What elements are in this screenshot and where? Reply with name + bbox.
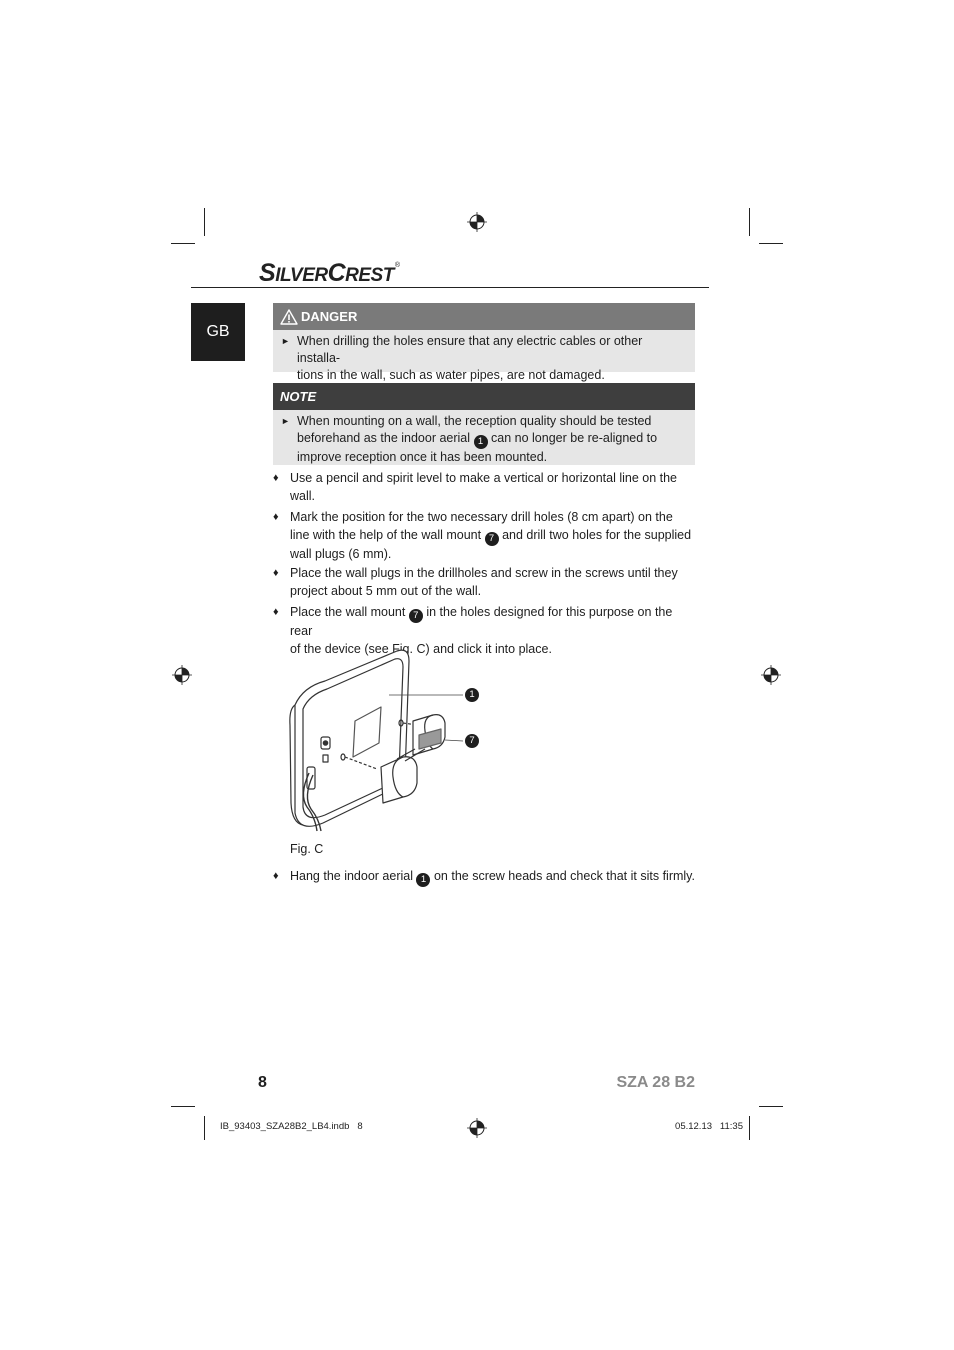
note-text-line: improve reception once it has been mounted. xyxy=(297,450,548,464)
language-tab: GB xyxy=(191,303,245,361)
reference-number-badge: 1 xyxy=(416,873,430,887)
note-header xyxy=(273,383,695,410)
arrow-bullet-icon: ► xyxy=(281,416,290,426)
figure-caption: Fig. C xyxy=(290,842,324,856)
step-text-line: project about 5 mm out of the wall. xyxy=(290,583,482,598)
note-item xyxy=(281,413,687,466)
registration-mark-icon xyxy=(467,1118,487,1138)
reference-number-badge: 7 xyxy=(409,609,423,623)
diamond-bullet-icon: ♦ xyxy=(273,567,279,579)
print-date-time: 05.12.13 11:35 xyxy=(675,1121,743,1132)
print-file-name: IB_93403_SZA28B2_LB4.indb 8 xyxy=(220,1121,363,1132)
step-text-line: wall plugs (6 mm). xyxy=(290,546,392,561)
crop-mark xyxy=(171,1106,195,1107)
model-number: SZA 28 B2 xyxy=(616,1074,695,1091)
header-rule xyxy=(191,287,709,288)
registration-mark-icon xyxy=(761,665,781,685)
instruction-step xyxy=(273,509,697,563)
step-text-line: line with the help of the wall mount 7 and drill two holes for the supplied xyxy=(290,527,692,544)
page-number: 8 xyxy=(258,1074,267,1091)
diamond-bullet-icon: ♦ xyxy=(273,511,279,523)
reference-number-badge: 7 xyxy=(485,532,499,546)
diamond-bullet-icon: ♦ xyxy=(273,870,279,882)
note-text-line: When mounting on a wall, the reception quality should be tested xyxy=(297,414,652,428)
registration-mark-icon xyxy=(172,665,192,685)
crop-mark xyxy=(759,1106,783,1107)
warning-triangle-icon xyxy=(280,309,298,325)
step-text-line: Hang the indoor aerial 1 on the screw heads and check that it sits firmly. xyxy=(290,869,695,885)
crop-mark xyxy=(171,243,195,244)
brand-logo: SILVERCREST® xyxy=(259,259,400,287)
registration-mark-icon xyxy=(467,212,487,232)
step-text-line: Place the wall plugs in the drillholes and screw in the screws until they xyxy=(290,566,678,580)
note-heading: NOTE xyxy=(280,389,317,404)
instruction-step xyxy=(273,565,697,600)
step-text-line: wall. xyxy=(290,488,316,503)
figure-c-illustration xyxy=(285,645,485,835)
danger-header xyxy=(273,303,695,330)
figure-callout-7: 7 xyxy=(465,734,479,748)
crop-mark xyxy=(749,1116,750,1140)
crop-mark xyxy=(749,208,750,236)
step-text-line: Mark the position for the two necessary drill holes (8 cm apart) on the xyxy=(290,510,673,524)
danger-item xyxy=(281,333,687,384)
step-text-line: Place the wall mount 7 in the holes designed for this purpose on the rear xyxy=(290,605,673,638)
step-text-line: of the device (see Fig. C) and click it into place. xyxy=(290,641,552,656)
arrow-bullet-icon: ► xyxy=(281,336,290,346)
step-text-line: Use a pencil and spirit level to make a vertical or horizontal line on the xyxy=(290,471,678,485)
note-body xyxy=(273,410,695,465)
crop-mark xyxy=(204,208,205,236)
reference-number-badge: 1 xyxy=(474,435,488,449)
danger-body xyxy=(273,330,695,382)
crop-mark xyxy=(204,1116,205,1140)
danger-text-line: tions in the wall, such as water pipes, are not damaged. xyxy=(297,368,605,382)
diamond-bullet-icon: ♦ xyxy=(273,472,279,484)
danger-text-line: When drilling the holes ensure that any electric cables or other installa- xyxy=(297,334,643,365)
figure-callout-1: 1 xyxy=(465,688,479,702)
diamond-bullet-icon: ♦ xyxy=(273,606,279,618)
note-text-line: beforehand as the indoor aerial 1 can no longer be re-aligned to xyxy=(297,431,658,447)
instruction-step xyxy=(273,470,697,505)
crop-mark xyxy=(759,243,783,244)
danger-heading: DANGER xyxy=(301,309,358,324)
instruction-step xyxy=(273,868,697,887)
